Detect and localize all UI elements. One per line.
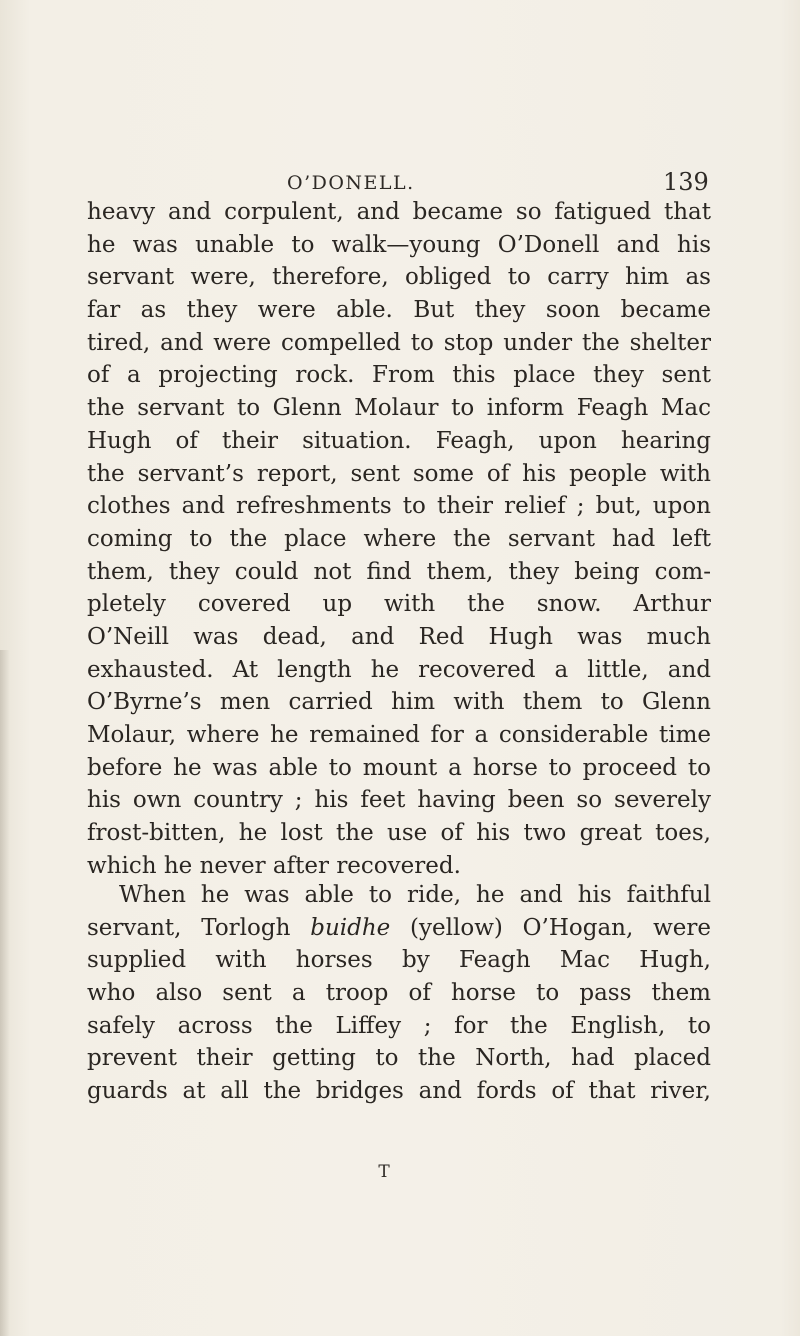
running-head: O’DONELL.	[287, 172, 415, 194]
page-number: 139	[663, 168, 709, 196]
text-line: tired, and were compelled to stop under the shelter	[87, 329, 711, 356]
text-line: them, they could not find them, they being com-	[87, 558, 711, 585]
signature-letter: T	[378, 1162, 390, 1182]
text-line: which he never after recovered.	[87, 852, 461, 879]
text-line: he was unable to walk—young O’Donell and his	[87, 231, 711, 258]
text-line: before he was able to mount a horse to proceed to	[87, 754, 711, 781]
text-line: guards at all the bridges and fords of that river,	[87, 1078, 711, 1105]
text-line: pletely covered up with the snow. Arthur	[87, 591, 711, 618]
text-line: O’Byrne’s men carried him with them to Glenn	[87, 689, 711, 716]
text-line: of a projecting rock. From this place they sent	[87, 362, 711, 389]
text-line: When he was able to ride, he and his faithful	[119, 882, 711, 908]
text-line: the servant’s report, sent some of his people with	[87, 460, 711, 487]
paragraph-1	[87, 196, 711, 882]
italic-word: buidhe	[310, 914, 391, 941]
text-line: far as they were able. But they soon became	[87, 297, 711, 324]
text-line: prevent their getting to the North, had placed	[87, 1045, 711, 1072]
text-line: the servant to Glenn Molaur to inform Feagh Mac	[87, 395, 711, 422]
signature-mark	[0, 1162, 800, 1182]
text-line: his own country ; his feet having been so severely	[87, 787, 711, 814]
text-line: who also sent a troop of horse to pass them	[87, 980, 711, 1007]
text-line: Molaur, where he remained for a considerable time	[87, 722, 711, 748]
paragraph-2	[87, 879, 711, 1108]
text-line: safely across the Liffey ; for the English, to	[87, 1012, 711, 1039]
text-line: clothes and refreshments to their relief ; but, upon	[87, 493, 711, 520]
page-edge-shadow	[0, 650, 10, 1336]
text-line: Hugh of their situation. Feagh, upon hearing	[87, 427, 711, 454]
text-line: coming to the place where the servant had left	[87, 525, 711, 552]
text-line: heavy and corpulent, and became so fatigued that	[87, 199, 711, 225]
text-line: frost-bitten, he lost the use of his two great toes,	[87, 820, 711, 847]
text-line: supplied with horses by Feagh Mac Hugh,	[87, 947, 711, 974]
text-line: servant were, therefore, obliged to carry him as	[87, 264, 711, 291]
text-line: servant, Torlogh buidhe (yellow) O’Hogan, were	[87, 914, 711, 941]
text-line: O’Neill was dead, and Red Hugh was much	[87, 623, 711, 650]
text-line: exhausted. At length he recovered a little, and	[87, 656, 711, 683]
